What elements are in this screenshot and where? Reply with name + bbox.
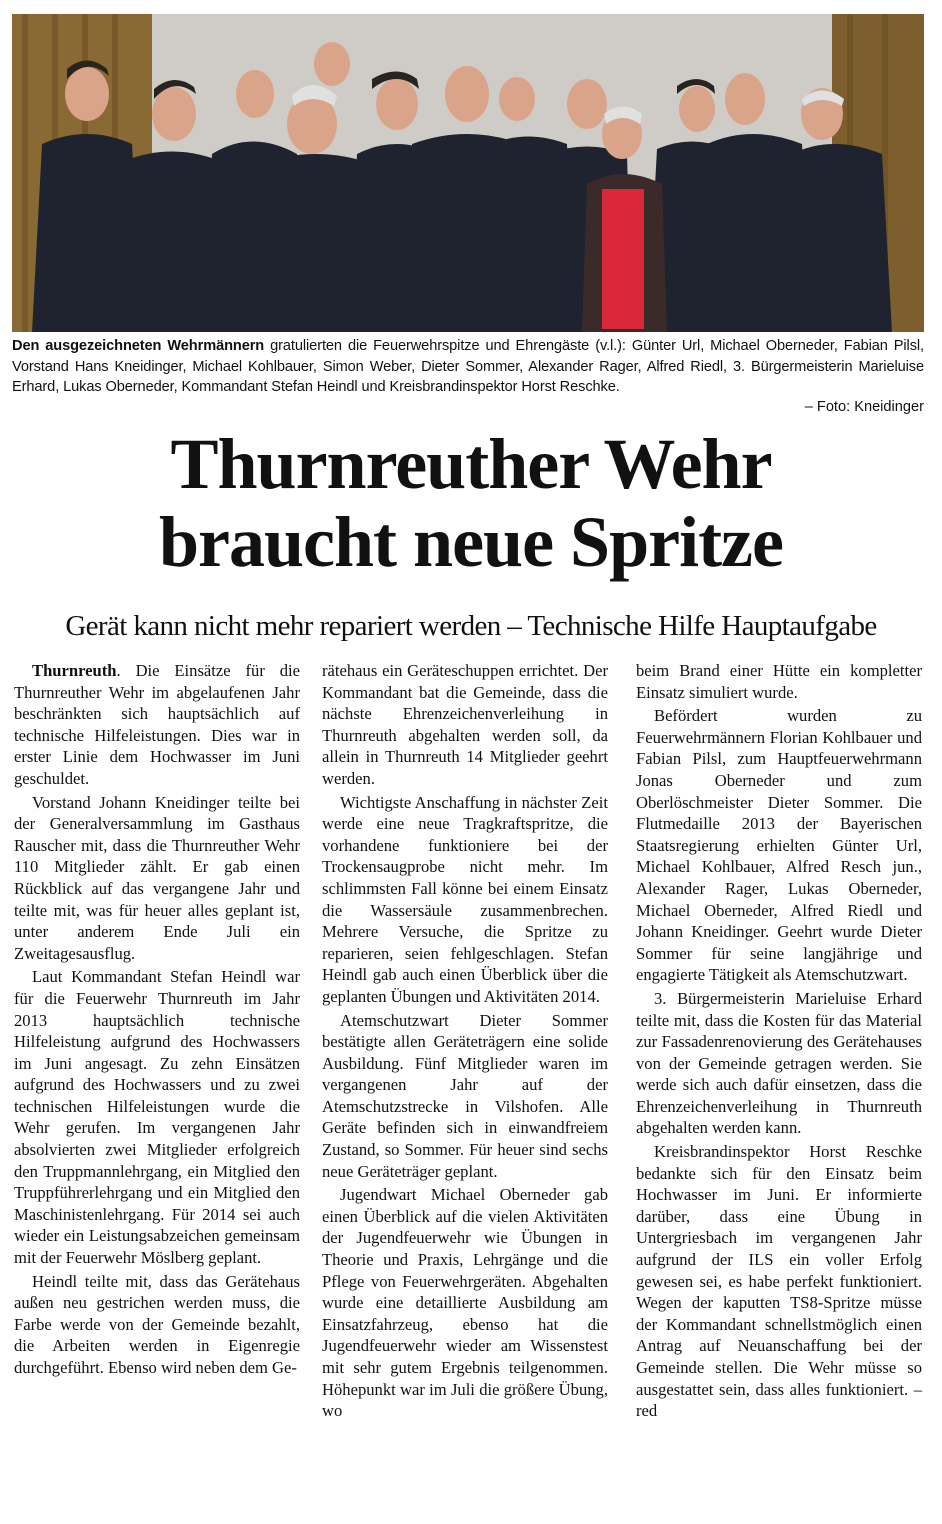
paragraph: Thurnreuth. Die Einsätze für die Thurnreuther Wehr im abgelaufenen Jahr beschränkten sich hauptsächlich auf technische Hilfeleistungen. Dies war in erster Linie dem Hochwasser im Juni geschuldet. xyxy=(14,661,300,788)
group-photo-icon xyxy=(12,14,924,332)
article-column-3 xyxy=(636,660,922,1424)
paragraph: Kreisbrandinspektor Horst Reschke bedankte sich für den Einsatz beim Hochwasser im Juni. Er informierte darüber, dass eine Übung in Untergriesbach im vergangenen Jahr aufgrund der ILS ein voller Erfolg gewesen sei, es habe perfekt funktioniert. Wegen der kaputten TS8-Spritze müsse der Kommandant schnellstmöglich einen Antrag auf Neuanschaffung bei der Gemeinde stellen. Die Wehr müsse so ausgestattet sein, dass alles funktioniert. – red xyxy=(636,1142,922,1421)
paragraph: Laut Kommandant Stefan Heindl war für die Feuerwehr Thurnreuth im Jahr 2013 hauptsächlich technische Hilfeleistung aufgrund des Hochwassers im Juni angesagt. Zu zehn Einsätzen aufgrund des Hochwassers und zu zwei technischen Hilfeleistungen wurde die Wehr gerufen. Im vergangenen Jahr absolvierten zwei Mitglieder erfolgreich den Truppmannlehrgang, ein Mitglied den Truppführerlehrgang und ein Mitglied den Maschinistenlehrgang. Für 2014 sei auch wieder ein Leistungsabzeichen gemeinsam mit der Feuerwehr Möslberg geplant. xyxy=(14,967,300,1268)
photo-credit: – Foto: Kneidinger xyxy=(804,399,924,415)
headline-line-1: Thurnreuther Wehr xyxy=(170,424,772,504)
group-photo xyxy=(12,14,924,332)
paragraph: Wichtigste Anschaffung in nächster Zeit werde eine neue Tragkraftspritze, die vorhandene funktioniere bei der Trockensaugprobe nicht mehr. Im schlimmsten Fall könne bei einem Einsatz die Wassersäule zusammenbrechen. Mehrere Versuche, die Spritze zu reparieren, seien fehlgeschlagen. Stefan Heindl gab auch einen Überblick über die geplanten Übungen und Aktivitäten 2014. xyxy=(322,792,608,1006)
paragraph: rätehaus ein Geräteschuppen errichtet. Der Kommandant bat die Gemeinde, dass die nächste Ehrenzeichenverleihung in Thurnreuth abgehalten werden soll, da allein in Thurnreuth 14 Mitglieder geehrt werden. xyxy=(322,661,608,788)
article-column-1 xyxy=(14,660,300,1381)
paragraph: 3. Bürgermeisterin Marieluise Erhard teilte mit, dass die Kosten für das Material zur Fassadenrenovierung des Gerätehauses von der Gemeinde getragen werden. Sie werde sich auch dafür einsetzen, dass die Ehrenzeichenverleihung in Thurnreuth abgehalten werden kann. xyxy=(636,988,922,1138)
paragraph: Vorstand Johann Kneidinger teilte bei der Generalversammlung im Gasthaus Rauscher mit, dass die Thurnreuther Wehr 110 Mitglieder zählt. Er gab einen Rückblick auf das vergangene Jahr und teilte mit, was für heuer alles geplant ist, unter anderem Ende Juli ein Zweitagesausflug. xyxy=(14,792,300,963)
article-column-2 xyxy=(322,660,608,1424)
paragraph: Heindl teilte mit, dass das Gerätehaus außen neu gestrichen werden muss, die Farbe werde von der Gemeinde bezahlt, die Arbeiten werden in Eigenregie durchgeführt. Ebenso wird neben dem Ge- xyxy=(14,1271,300,1377)
subheadline: Gerät kann nicht mehr repariert werden – Technische Hilfe Hauptaufgabe xyxy=(65,610,877,642)
dateline: Thurnreuth xyxy=(32,661,117,680)
photo-caption xyxy=(12,336,924,398)
paragraph: Jugendwart Michael Oberneder gab einen Überblick auf die vielen Aktivitäten der Jugendfeuerwehr wie Übungen in Theorie und Praxis, Lehrgänge und die Pflege von Feuerwehrgeräten. Abgehalten wurde eine detaillierte Ausbildung am Einsatzfahrzeug, ebenso hat die Jugendfeuerwehr wieder am Wissenstest mit sehr gutem Ergebnis teilgenommen. Höhepunkt war im Juli die größere Übung, wo xyxy=(322,1185,608,1421)
paragraph: Atemschutzwart Dieter Sommer bestätigte allen Geräteträgern eine solide Ausbildung. Fünf Mitglieder waren im vergangenen Jahr auf der Atemschutzstrecke in Vilshofen. Alle Geräte befinden sich in einwandfreiem Zustand, so Sommer. Für heuer sind sechs neue Geräteträger geplant. xyxy=(322,1010,608,1181)
headline xyxy=(0,425,942,581)
paragraph: Befördert wurden zu Feuerwehrmännern Florian Kohlbauer und Fabian Pilsl, zum Hauptfeuerwehrmann Jonas Oberneder und zum Oberlöschmeister Dieter Sommer. Die Flutmedaille 2013 der Bayerischen Staatsregierung erhielten Günter Url, Michael Kohlbauer, Alfred Resch jun., Alexander Rager, Lukas Oberneder, Michael Oberneder, Alfred Riedl und Johann Kneidinger. Geehrt wurde Dieter Sommer für seine langjährige und engagierte Tätigkeit als Atemschutzwart. xyxy=(636,706,922,985)
headline-line-2: braucht neue Spritze xyxy=(159,502,783,582)
paragraph: beim Brand einer Hütte ein kompletter Einsatz simuliert wurde. xyxy=(636,661,922,702)
caption-text: gratulierten die Feuerwehrspitze und Ehrengäste (v.l.): Günter Url, Michael Oberneder, Fabian Pilsl, Vorstand Hans Kneidinger, Michael Kohlbauer, Simon Weber, Dieter Sommer, Alexander Rager, Alfred Riedl, 3. Bürgermeisterin Marieluise Erhard, Lukas Oberneder, Kommandant Stefan Heindl und Kreisbrandinspektor Horst Reschke. xyxy=(12,338,924,395)
caption-lead: Den ausgezeichneten Wehrmännern xyxy=(12,338,265,354)
